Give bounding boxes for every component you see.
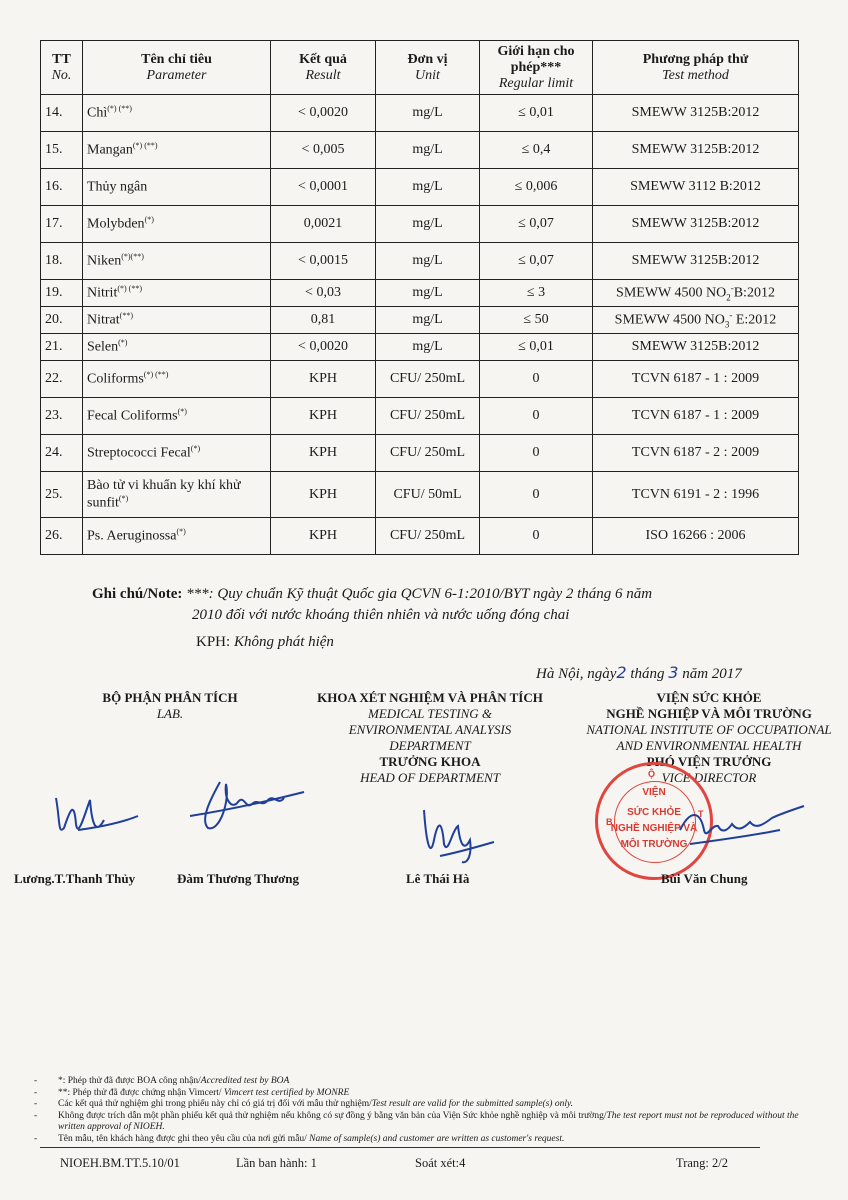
cell-limit: 0	[480, 472, 593, 518]
cell-parameter: Niken(*)(**)	[83, 243, 271, 280]
cell-no: 24.	[41, 435, 83, 472]
cell-limit: ≤ 50	[480, 307, 593, 334]
cell-no: 23.	[41, 398, 83, 435]
footnotes	[34, 1076, 814, 1145]
cell-result: KPH	[271, 361, 376, 398]
table-row	[41, 132, 799, 169]
footer-page: Trang: 2/2	[676, 1156, 728, 1170]
cell-result: 0,0021	[271, 206, 376, 243]
cell-unit: CFU/ 250mL	[376, 435, 480, 472]
footnote-item: - *: Phép thử đã được BOA công nhận/Accredited test by BOA	[34, 1076, 814, 1088]
signature-chung	[660, 800, 810, 860]
cell-result: < 0,0020	[271, 334, 376, 361]
cell-unit: mg/L	[376, 132, 480, 169]
table-row	[41, 361, 799, 398]
cell-unit: mg/L	[376, 334, 480, 361]
cell-limit: ≤ 0,4	[480, 132, 593, 169]
table-row	[41, 243, 799, 280]
signer-name-thuong: Đàm Thương Thương	[177, 871, 300, 886]
cell-limit: ≤ 0,07	[480, 206, 593, 243]
institute-signature-block: VIỆN SỨC KHỎE NGHỀ NGHIỆP VÀ MÔI TRƯỜNG NATIONAL INSTITUTE OF OCCUPATIONAL AND ENVIRONMENTAL HEALTH PHÓ VIỆN TRƯỞNG VICE DIRECTOR	[586, 690, 832, 785]
issue-date: Hà Nội, ngày2 tháng 3 năm 2017	[536, 663, 742, 682]
cell-no: 26.	[41, 518, 83, 555]
cell-parameter: Thủy ngân	[83, 169, 271, 206]
cell-unit: mg/L	[376, 280, 480, 307]
footnote-item: - Không được trích dẫn một phần phiếu kết quả thử nghiệm nếu không có sự đồng ý bằng văn bản của Viện Sức khỏe nghề nghiệp và môi trường/The test report must not be reproduced without the written approval of NIOEH.	[34, 1111, 814, 1134]
header-unit: Đơn vị Unit	[376, 41, 480, 95]
cell-parameter: Selen(*)	[83, 334, 271, 361]
cell-method: SMEWW 3125B:2012	[593, 95, 799, 132]
cell-unit: mg/L	[376, 206, 480, 243]
signer-name-chung: Bùi Văn Chung	[661, 871, 748, 886]
table-row	[41, 334, 799, 361]
cell-result: < 0,005	[271, 132, 376, 169]
footnote-item: - Tên mẫu, tên khách hàng được ghi theo yêu cầu của nơi gửi mẫu/ Name of sample(s) and customer are written as customer's request.	[34, 1134, 814, 1146]
cell-unit: CFU/ 250mL	[376, 518, 480, 555]
cell-limit: 0	[480, 398, 593, 435]
cell-unit: mg/L	[376, 169, 480, 206]
cell-no: 20.	[41, 307, 83, 334]
cell-unit: CFU/ 250mL	[376, 361, 480, 398]
cell-parameter: Nitrat(**)	[83, 307, 271, 334]
cell-limit: ≤ 0,07	[480, 243, 593, 280]
institute-stamp: B Ộ T VIỆN SỨC KHỎE NGHỀ NGHIỆP VÀ MÔI TRƯỜNG	[595, 762, 713, 880]
footer-code: NIOEH.BM.TT.5.10/01	[60, 1156, 180, 1170]
cell-no: 18.	[41, 243, 83, 280]
table-row	[41, 280, 799, 307]
cell-limit: ≤ 0,01	[480, 334, 593, 361]
cell-result: 0,81	[271, 307, 376, 334]
cell-no: 15.	[41, 132, 83, 169]
cell-method: TCVN 6187 - 1 : 2009	[593, 361, 799, 398]
signer-name-ha: Lê Thái Hà	[406, 871, 470, 886]
header-no: TT No.	[41, 41, 83, 95]
results-table	[40, 40, 799, 555]
cell-limit: ≤ 0,01	[480, 95, 593, 132]
signature-thuong	[180, 770, 310, 840]
cell-unit: mg/L	[376, 307, 480, 334]
cell-method: TCVN 6187 - 1 : 2009	[593, 398, 799, 435]
footnote-item: - Các kết quả thử nghiệm ghi trong phiếu này chỉ có giá trị đối với mẫu thử nghiệm/Test result are valid for the submitted sample(s) only.	[34, 1099, 814, 1111]
cell-no: 19.	[41, 280, 83, 307]
cell-result: KPH	[271, 435, 376, 472]
table-row	[41, 435, 799, 472]
cell-method: SMEWW 4500 $NO_2^-B:2012$	[593, 280, 799, 307]
cell-parameter: Chì(*) (**)	[83, 95, 271, 132]
footer-review: Soát xét:4	[415, 1156, 466, 1170]
cell-result: < 0,0001	[271, 169, 376, 206]
cell-method: SMEWW 3125B:2012	[593, 243, 799, 280]
cell-unit: CFU/ 50mL	[376, 472, 480, 518]
note-line-2: 2010 đối với nước khoáng thiên nhiên và nước uống đóng chai	[192, 607, 570, 623]
cell-no: 25.	[41, 472, 83, 518]
cell-result: KPH	[271, 398, 376, 435]
signer-name-thuy: Lương.T.Thanh Thủy	[14, 871, 136, 886]
cell-result: < 0,0020	[271, 95, 376, 132]
cell-method: TCVN 6187 - 2 : 2009	[593, 435, 799, 472]
table-row	[41, 307, 799, 334]
table-header-row	[41, 41, 799, 95]
footer-divider	[40, 1147, 760, 1148]
cell-method: SMEWW 3125B:2012	[593, 206, 799, 243]
cell-parameter: Mangan(*) (**)	[83, 132, 271, 169]
table-row	[41, 206, 799, 243]
department-signature-block: KHOA XÉT NGHIỆM VÀ PHÂN TÍCH MEDICAL TESTING & ENVIRONMENTAL ANALYSIS DEPARTMENT TRƯỞNG KHOA HEAD OF DEPARTMENT	[317, 690, 543, 785]
signature-thuy	[38, 780, 148, 850]
cell-unit: mg/L	[376, 243, 480, 280]
cell-no: 21.	[41, 334, 83, 361]
header-result: Kết quả Result	[271, 41, 376, 95]
cell-method: SMEWW 4500 $NO_3^-$ E:2012	[593, 307, 799, 334]
cell-result: < 0,0015	[271, 243, 376, 280]
cell-method: ISO 16266 : 2006	[593, 518, 799, 555]
cell-unit: CFU/ 250mL	[376, 398, 480, 435]
footnote-item: - **: Phép thử đã được chứng nhận Vimcert/ Vimcert test certified by MONRE	[34, 1088, 814, 1100]
cell-parameter: Molybden(*)	[83, 206, 271, 243]
cell-result: KPH	[271, 518, 376, 555]
note-line-1: Ghi chú/Note: ***: Quy chuẩn Kỹ thuật Quốc gia QCVN 6-1:2010/BYT ngày 2 tháng 6 năm	[92, 586, 653, 602]
cell-parameter: Coliforms(*) (**)	[83, 361, 271, 398]
cell-no: 16.	[41, 169, 83, 206]
lab-signature-block: BỘ PHẬN PHÂN TÍCH LAB.	[102, 690, 238, 721]
cell-method: SMEWW 3112 B:2012	[593, 169, 799, 206]
table-row	[41, 472, 799, 518]
cell-result: < 0,03	[271, 280, 376, 307]
footer-issue: Lần ban hành: 1	[236, 1156, 317, 1170]
cell-limit: 0	[480, 518, 593, 555]
cell-no: 17.	[41, 206, 83, 243]
cell-limit: ≤ 0,006	[480, 169, 593, 206]
header-parameter: Tên chỉ tiêu Parameter	[83, 41, 271, 95]
header-method: Phương pháp thử Test method	[593, 41, 799, 95]
cell-parameter: Streptococci Fecal(*)	[83, 435, 271, 472]
cell-parameter: Ps. Aeruginossa(*)	[83, 518, 271, 555]
cell-method: SMEWW 3125B:2012	[593, 334, 799, 361]
cell-unit: mg/L	[376, 95, 480, 132]
cell-no: 22.	[41, 361, 83, 398]
cell-parameter: Bào tử vi khuẩn ky khí khử sunfit(*)	[83, 472, 271, 518]
signature-ha	[410, 800, 500, 870]
cell-limit: 0	[480, 435, 593, 472]
cell-parameter: Fecal Coliforms(*)	[83, 398, 271, 435]
table-row	[41, 95, 799, 132]
table-row	[41, 169, 799, 206]
header-limit: Giới hạn cho phép*** Regular limit	[480, 41, 593, 95]
cell-method: SMEWW 3125B:2012	[593, 132, 799, 169]
cell-method: TCVN 6191 - 2 : 1996	[593, 472, 799, 518]
table-row	[41, 398, 799, 435]
table-row	[41, 518, 799, 555]
cell-no: 14.	[41, 95, 83, 132]
note-kph: KPH: Không phát hiện	[196, 634, 334, 650]
cell-result: KPH	[271, 472, 376, 518]
cell-limit: ≤ 3	[480, 280, 593, 307]
cell-limit: 0	[480, 361, 593, 398]
cell-parameter: Nitrit(*) (**)	[83, 280, 271, 307]
